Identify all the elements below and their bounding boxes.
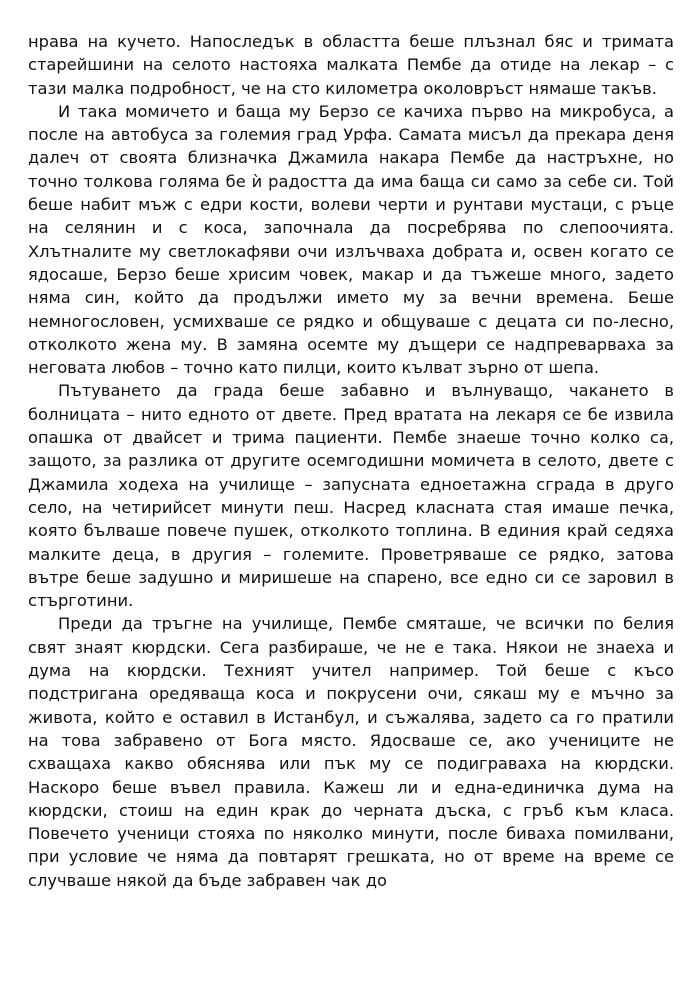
paragraph: нрава на кучето. Напоследък в областта беше плъзнал бяс и тримата старейшини на селото настояха малката Пембе да отиде на лекар – с тази малка подробност, че на сто километра околовръст нямаше такъв. [28,32,674,98]
paragraph: Пътуването да града беше забавно и вълнуващо, чакането в болницата – нито едното от двете. Пред вратата на лекаря се бе извила опашка от двайсет и трима пациенти. Пембе знаеше точно колко са, защото, за разлика от другите осемгодишни момичета в селото, двете с Джамила ходеха на училище – запусната едноетажна сграда в друго село, на четирийсет минути пеш. Насред класната стая имаше печка, която бълваше повече пушек, отколкото топлина. В единия край седяха малките деца, в другия – големите. Проветряваше се рядко, затова вътре беше задушно и миришеше на спарено, все едно си се заровил в стърготини. [28,381,674,611]
paragraph: Преди да тръгне на училище, Пембе смяташе, че всички по белия свят знаят кюрдски. Сега разбираше, че не е така. Някои не знаеха и дума на кюрдски. Техният учител например. Той беше с късо подстригана оредяваща коса и покрусени очи, сякаш му е мъчно за живота, който е оставил в Истанбул, и съжалява, задето са го пратили на това забравено от Бога място. Ядосваше се, ако учениците не схващаха какво обяснява или пък му се подиграваха на кюрдски. Наскоро беше въвел правила. Кажеш ли и една-единичка дума на кюрдски, стоиш на един крак до черната дъска, с гръб към класа. Повечето ученици стояха по няколко минути, после биваха помилвани, при условие че няма да повтарят грешката, но от време на време се случваше някой да бъде забравен чак до [28,614,674,890]
page-body-text [28,30,674,892]
paragraph: И така момичето и баща му Берзо се качиха първо на микробуса, а после на автобуса за големия град Урфа. Самата мисъл да прекара деня далеч от своята близначка Джамила накара Пембе да настръхне, но точно толкова голяма бе ѝ радостта да има баща си само за себе си. Той беше набит мъж с едри кости, волеви черти и рунтави мустаци, с ръце на селянин и с коса, започнала да посребрява по слепоочията. Хлътналите му светлокафяви очи излъчваха добрата и, освен когато се ядосаше, Берзо беше хрисим човек, макар и да тъжеше много, задето няма син, който да продължи името му за вечни времена. Беше немногословен, усмихваше се рядко и общуваше с децата си по-лесно, отколкото жена му. В замяна осемте му дъщери се надпреварваха за неговата любов – точно като пилци, които кълват зърно от шепа. [28,101,674,378]
